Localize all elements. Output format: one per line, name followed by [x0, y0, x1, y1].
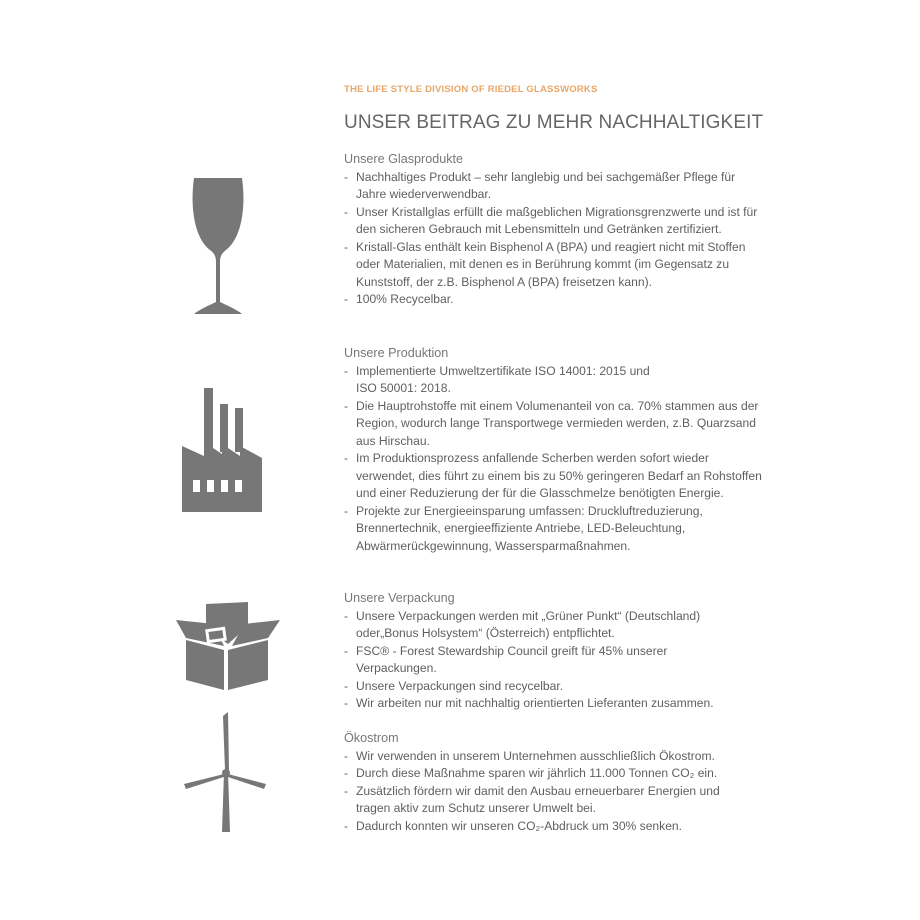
bullet-list — [344, 363, 764, 556]
wind-turbine-icon — [184, 712, 268, 834]
section-oekostrom — [344, 730, 764, 835]
box-icon — [176, 600, 280, 692]
list-item: - FSC® - Forest Stewardship Council greift für 45% unserer Verpackungen. — [344, 643, 686, 678]
section-produktion — [344, 345, 764, 555]
section-glasprodukte — [344, 151, 764, 309]
list-item: - Dadurch konnten wir unseren CO₂-Abdruck um 30% senken. — [344, 818, 764, 836]
list-item: - Wir verwenden in unserem Unternehmen ausschließlich Ökostrom. — [344, 748, 764, 766]
list-item: - Projekte zur Energieeinsparung umfassen: Druckluftreduzierung, Brennertechnik, energieeffiziente Antriebe, LED-Beleuchtung, Abwärmerückgewinnung, Wassersparmaßnahmen. — [344, 503, 764, 556]
list-item: - Wir arbeiten nur mit nachhaltig orientierten Lieferanten zusammen. — [344, 695, 764, 713]
list-item: - Im Produktionsprozess anfallende Scherben werden sofort wieder verwendet, dies führt zu einem bis zu 50% geringeren Bedarf an Rohstoffen und einer Reduzierung der für die Glasschmelze benötigten Energie. — [344, 450, 764, 503]
list-item: - Nachhaltiges Produkt – sehr langlebig und bei sachgemäßer Pflege für Jahre wiederverwendbar. — [344, 169, 764, 204]
bullet-list — [344, 169, 764, 309]
list-item: - Durch diese Maßnahme sparen wir jährlich 11.000 Tonnen CO₂ ein. — [344, 765, 764, 783]
brand-tagline: THE LIFE STYLE DIVISION OF RIEDEL GLASSWORKS — [344, 84, 598, 95]
bullet-list — [344, 748, 764, 836]
page-title: UNSER BEITRAG ZU MEHR NACHHALTIGKEIT — [344, 112, 764, 133]
list-item: - Unsere Verpackungen sind recycelbar. — [344, 678, 764, 696]
section-title: Ökostrom — [344, 731, 399, 745]
list-item: - Die Hauptrohstoffe mit einem Volumenanteil von ca. 70% stammen aus der Region, wodurch lange Transportwege vermieden werden, z.B. Quarzsand aus Hirschau. — [344, 398, 764, 451]
section-title: Unsere Produktion — [344, 346, 449, 360]
list-item: - Unsere Verpackungen werden mit „Grüner Punkt“ (Deutschland) oder„Bonus Holsystem“ (Österreich) entpflichtet. — [344, 608, 726, 643]
list-item: - Unser Kristallglas erfüllt die maßgeblichen Migrationsgrenzwerte und ist für den sicheren Gebrauch mit Lebensmitteln und Getränken zertifiziert. — [344, 204, 764, 239]
factory-icon — [182, 386, 262, 514]
list-item: - Implementierte Umweltzertifikate ISO 14001: 2015 und ISO 50001: 2018. — [344, 363, 666, 398]
list-item: - 100% Recycelbar. — [344, 291, 764, 309]
section-title: Unsere Verpackung — [344, 591, 455, 605]
section-verpackung — [344, 590, 764, 713]
section-title: Unsere Glasprodukte — [344, 152, 464, 166]
bullet-list — [344, 608, 764, 713]
list-item: - Kristall-Glas enthält kein Bisphenol A (BPA) und reagiert nicht mit Stoffen oder Materialien, mit denen es in Berührung kommt (im Gegensatz zu Kunststoff, der z.B. Bisphenol A (BPA) freisetzen kann). — [344, 239, 764, 292]
wine-glass-icon — [190, 176, 246, 318]
list-item: - Zusätzlich fördern wir damit den Ausbau erneuerbarer Energien und tragen aktiv zum Schutz unserer Umwelt bei. — [344, 783, 736, 818]
